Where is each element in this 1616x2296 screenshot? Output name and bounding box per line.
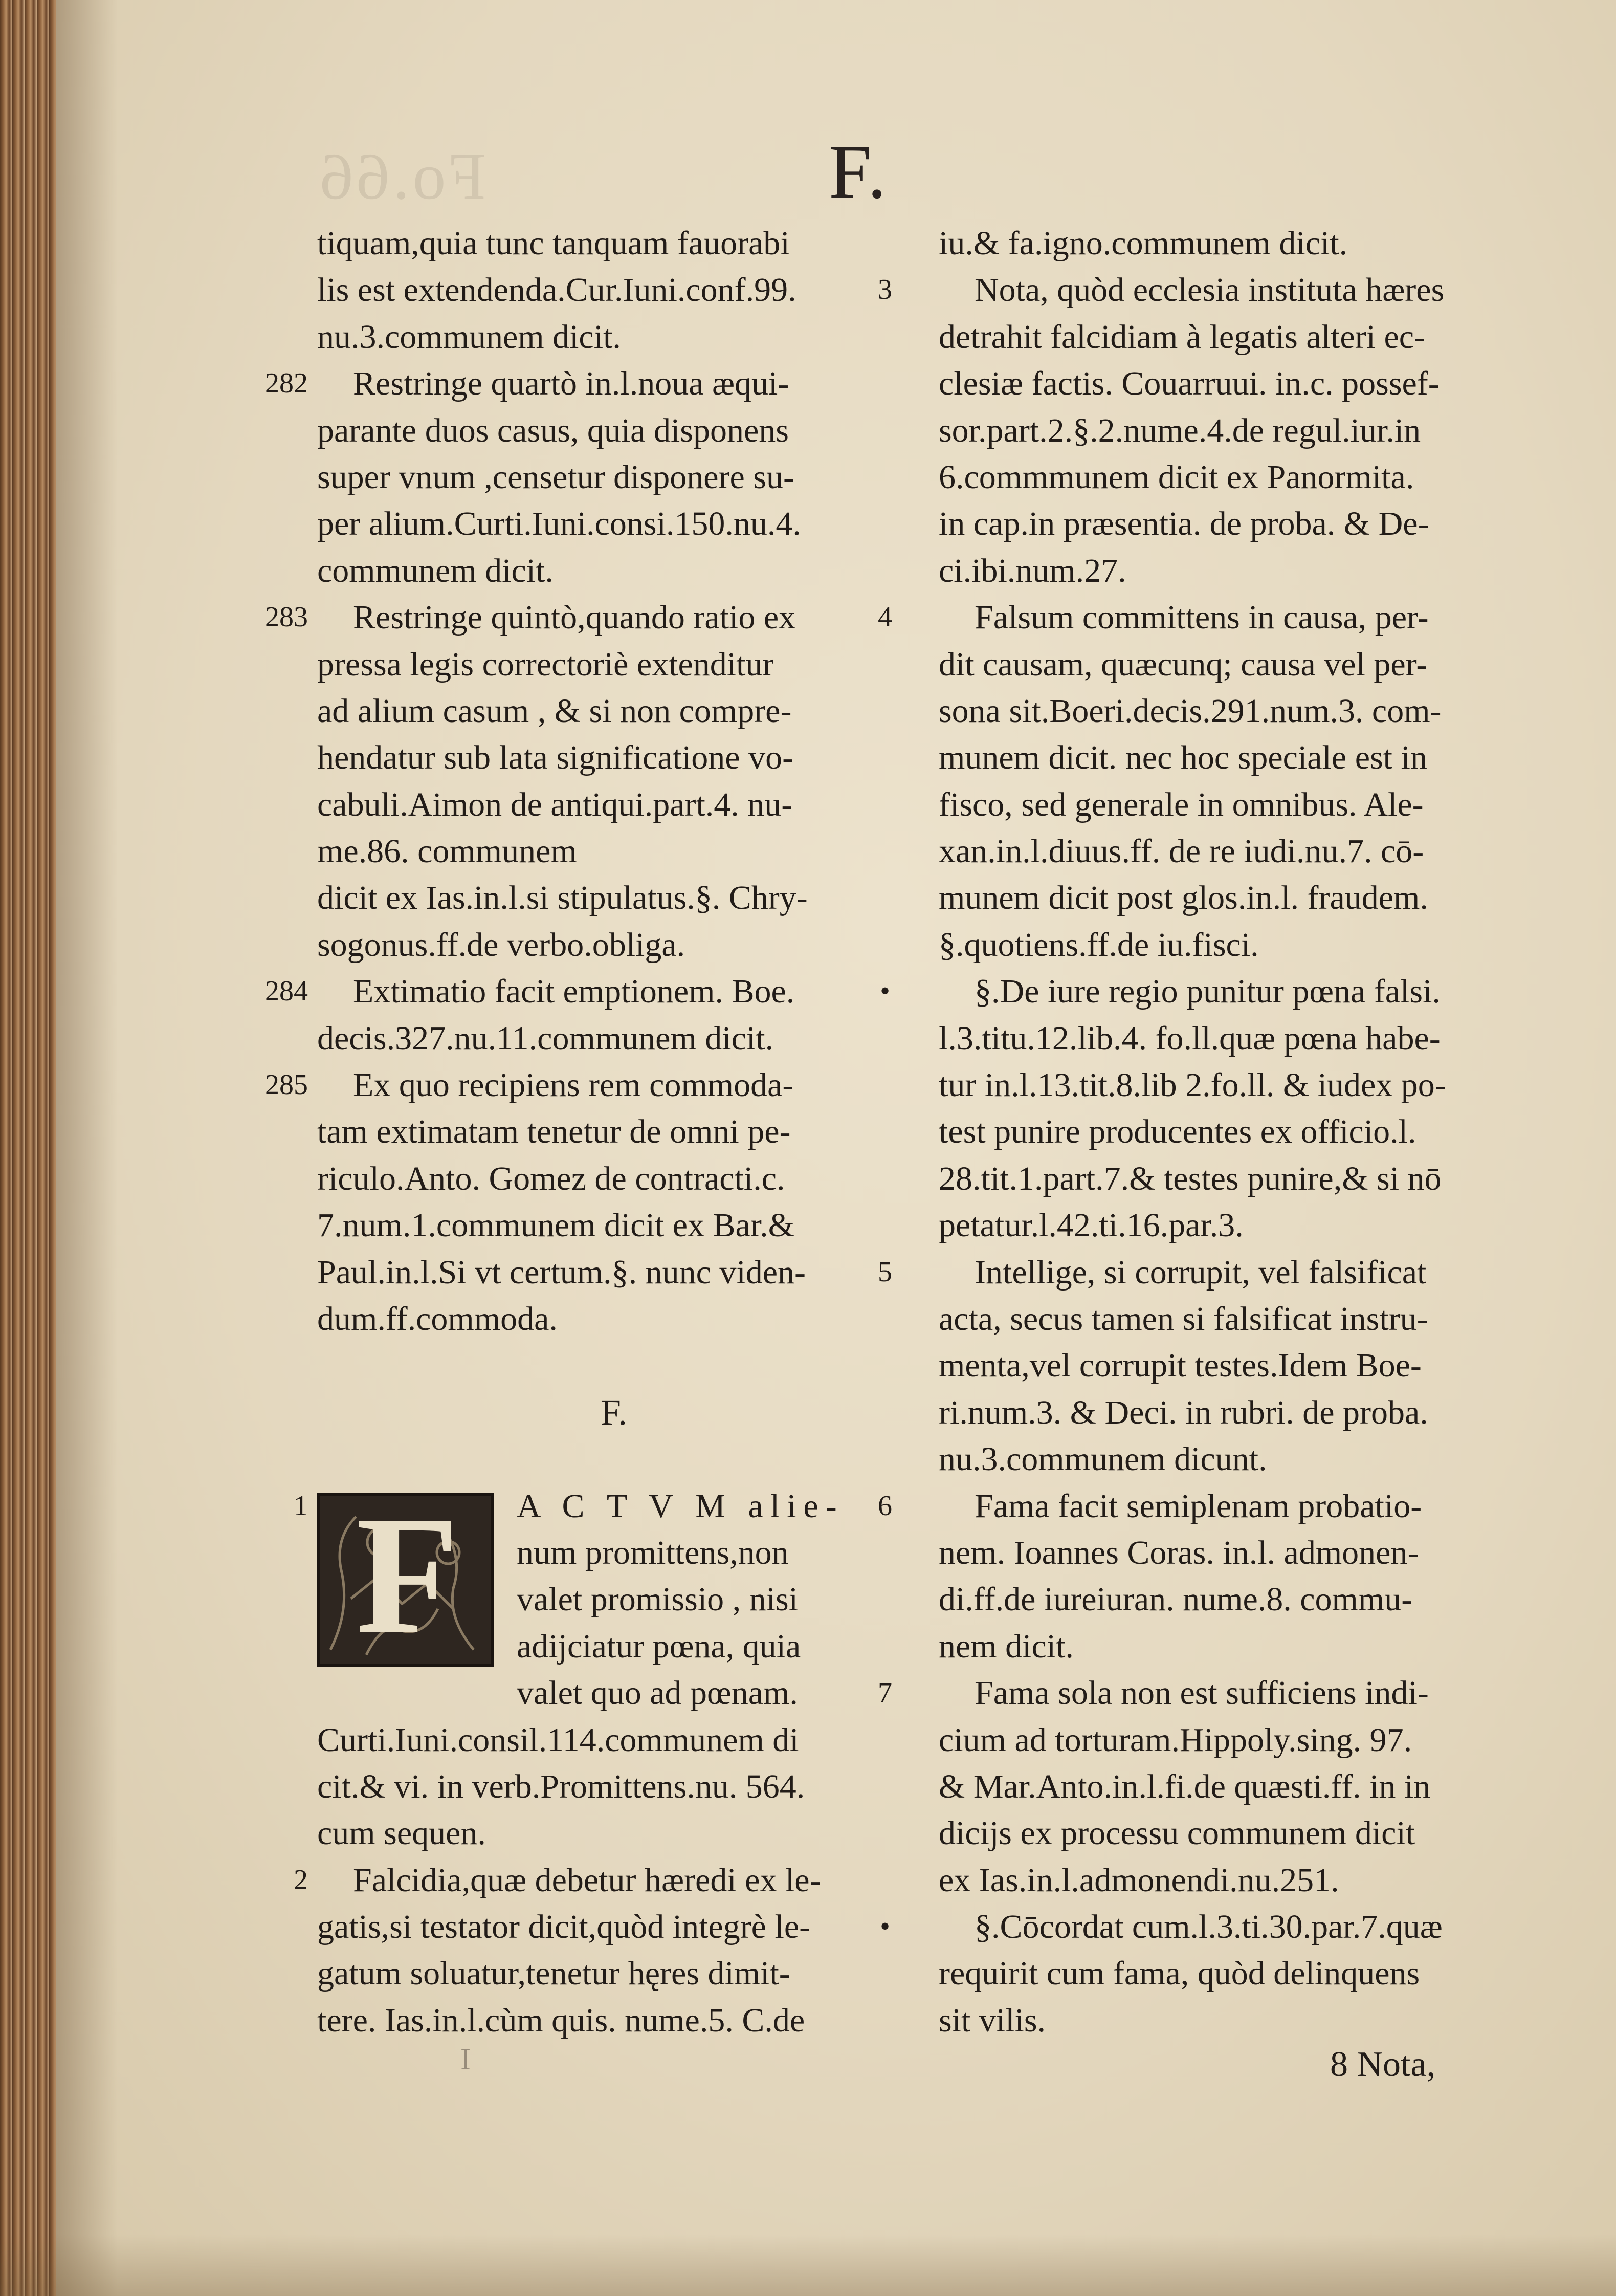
line-text: valet promissio , nisi bbox=[517, 1581, 798, 1619]
text-line bbox=[317, 314, 911, 360]
line-text: ci.ibi.num.27. bbox=[939, 552, 1126, 589]
marginal-number: • bbox=[880, 1911, 890, 1943]
marginal-number: 7 bbox=[878, 1677, 892, 1709]
signature-mark: I bbox=[460, 2042, 471, 2076]
line-text: menta,vel corrupit testes.Idem Boe- bbox=[939, 1347, 1422, 1385]
line-text: per alium.Curti.Iuni.consi.150.nu.4. bbox=[317, 505, 801, 543]
line-text: acta, secus tamen si falsificat instru- bbox=[939, 1300, 1428, 1338]
marginal-number: 3 bbox=[878, 274, 892, 306]
line-text: nu.3.communem dicit. bbox=[317, 318, 621, 356]
line-text: 28.tit.1.part.7.& testes punire,& si nō bbox=[939, 1160, 1442, 1197]
text-line bbox=[317, 1717, 911, 1763]
line-text: dit causam, quæcunq; causa vel per- bbox=[939, 645, 1428, 683]
line-text: super vnum ,censetur disponere su- bbox=[317, 458, 794, 496]
left-column bbox=[265, 220, 911, 2044]
line-text: gatis,si testator dicit,quòd integrè le- bbox=[317, 1908, 811, 1946]
text-line bbox=[880, 968, 1532, 1015]
text-line bbox=[939, 1529, 1532, 1576]
line-text: xan.in.l.diuus.ff. de re iudi.nu.7. cō- bbox=[939, 833, 1424, 870]
text-line bbox=[939, 828, 1532, 874]
text-line bbox=[939, 454, 1532, 500]
line-text: Fama facit semiplenam probatio- bbox=[975, 1487, 1422, 1525]
line-text: iu.& fa.igno.communem dicit. bbox=[939, 225, 1348, 262]
text-line bbox=[317, 1249, 911, 1296]
text-line bbox=[317, 1763, 911, 1810]
text-line bbox=[939, 548, 1532, 594]
text-line bbox=[939, 1576, 1532, 1623]
text-line bbox=[939, 1717, 1532, 1763]
line-text: & Mar.Anto.in.l.fi.de quæsti.ff. in in bbox=[939, 1767, 1431, 1805]
line-text: Falcidia,quæ debetur hæredi ex le- bbox=[353, 1861, 821, 1899]
text-line bbox=[317, 267, 911, 313]
line-text: ex Ias.in.l.admonendi.nu.251. bbox=[939, 1861, 1339, 1899]
text-line bbox=[939, 1810, 1532, 1856]
line-text: petatur.l.42.ti.16.par.3. bbox=[939, 1207, 1244, 1244]
text-line bbox=[939, 641, 1532, 688]
text-line bbox=[317, 454, 911, 500]
line-text: test punire producentes ex officio.l. bbox=[939, 1113, 1416, 1151]
line-text: Restringe quintò,quando ratio ex bbox=[353, 599, 796, 637]
text-line bbox=[878, 1483, 1532, 1529]
line-text: gatum soluatur,tenetur hęres dimit- bbox=[317, 1955, 790, 1993]
line-text: communem dicit. bbox=[317, 552, 554, 589]
line-text: sor.part.2.§.2.nume.4.de regul.iur.in bbox=[939, 411, 1421, 449]
line-text: Falsum committens in causa, per- bbox=[975, 599, 1429, 637]
line-text: decis.327.nu.11.communem dicit. bbox=[317, 1019, 774, 1057]
text-line bbox=[878, 1249, 1532, 1296]
text-line bbox=[939, 688, 1532, 734]
line-text: dicijs ex processu communem dicit bbox=[939, 1814, 1415, 1852]
line-text: F. bbox=[600, 1391, 628, 1433]
line-text: clesiæ factis. Couarruui. in.c. possef- bbox=[939, 365, 1440, 403]
line-text: §.quotiens.ff.de iu.fisci. bbox=[939, 926, 1259, 964]
line-text: l.3.titu.12.lib.4. fo.ll.quæ pœna habe- bbox=[939, 1019, 1441, 1057]
text-line bbox=[939, 360, 1532, 407]
text-line bbox=[317, 1389, 911, 1436]
line-text: dum.ff.commoda. bbox=[317, 1300, 558, 1338]
marginal-number: 285 bbox=[265, 1069, 308, 1101]
text-line bbox=[317, 1670, 911, 1716]
text-line bbox=[317, 1202, 911, 1249]
text-line bbox=[939, 1062, 1532, 1108]
line-text: Intellige, si corrupit, vel falsificat bbox=[975, 1253, 1427, 1291]
text-line bbox=[939, 1950, 1532, 1997]
page-bottom-shadow bbox=[0, 2235, 1616, 2296]
text-line bbox=[939, 1763, 1532, 1810]
line-text: Restringe quartò in.l.noua æqui- bbox=[353, 365, 789, 403]
text-line bbox=[939, 1389, 1532, 1436]
line-text: cum sequen. bbox=[317, 1814, 486, 1852]
line-text: Ex quo recipiens rem commoda- bbox=[353, 1066, 794, 1104]
line-text: §.De iure regio punitur pœna falsi. bbox=[975, 973, 1441, 1011]
line-text: dicit ex Ias.in.l.si stipulatus.§. Chry- bbox=[317, 879, 808, 917]
line-text: parante duos casus, quia disponens bbox=[317, 411, 789, 449]
line-text: sogonus.ff.de verbo.obliga. bbox=[317, 926, 685, 964]
bleed-through-folio: Fo.66 bbox=[317, 140, 486, 213]
line-text: nu.3.communem dicunt. bbox=[939, 1440, 1267, 1478]
line-text: tere. Ias.in.l.cùm quis. nume.5. C.de bbox=[317, 2001, 805, 2039]
text-line bbox=[265, 968, 911, 1015]
text-line bbox=[939, 314, 1532, 360]
line-text: 6.commmunem dicit ex Panormita. bbox=[939, 458, 1414, 496]
text-line bbox=[939, 1155, 1532, 1202]
line-text: munem dicit post glos.in.l. fraudem. bbox=[939, 879, 1428, 917]
text-line bbox=[939, 734, 1532, 781]
text-line bbox=[317, 1436, 911, 1482]
text-line bbox=[317, 1810, 911, 1856]
text-line bbox=[939, 874, 1532, 921]
text-line bbox=[317, 220, 911, 267]
line-text: di.ff.de iureiuran. nume.8. commu- bbox=[939, 1581, 1413, 1619]
line-text: nem. Ioannes Coras. in.l. admonen- bbox=[939, 1534, 1419, 1571]
line-text: me.86. communem bbox=[317, 833, 577, 870]
text-line bbox=[317, 828, 911, 874]
running-head-letter: F. bbox=[829, 129, 889, 214]
marginal-number: 4 bbox=[878, 601, 892, 633]
text-line bbox=[939, 220, 1532, 267]
line-text: lis est extendenda.Cur.Iuni.conf.99. bbox=[317, 271, 796, 309]
line-text: fisco, sed generale in omnibus. Ale- bbox=[939, 785, 1424, 823]
line-text: tam extimatam tenetur de omni pe- bbox=[317, 1113, 791, 1151]
marginal-number: 2 bbox=[294, 1864, 308, 1896]
line-text: riculo.Anto. Gomez de contracti.c. bbox=[317, 1160, 785, 1197]
text-line bbox=[939, 1108, 1532, 1155]
line-text: requirit cum fama, quòd delinquens bbox=[939, 1955, 1420, 1993]
line-text: 7.num.1.communem dicit ex Bar.& bbox=[317, 1207, 795, 1244]
text-line bbox=[939, 407, 1532, 454]
text-line bbox=[939, 1202, 1532, 1249]
line-text: in cap.in præsentia. de proba. & De- bbox=[939, 505, 1429, 543]
text-line bbox=[317, 1529, 911, 1576]
line-text: nem dicit. bbox=[939, 1627, 1074, 1665]
text-line bbox=[878, 594, 1532, 641]
line-text: Fama sola non est sufficiens indi- bbox=[975, 1674, 1429, 1712]
text-line bbox=[939, 500, 1532, 547]
line-text: Nota, quòd ecclesia instituta hæres bbox=[975, 271, 1445, 309]
text-line bbox=[317, 734, 911, 781]
line-text: num promittens,non bbox=[517, 1534, 789, 1571]
line-text: cabuli.Aimon de antiqui.part.4. nu- bbox=[317, 785, 793, 823]
marginal-number: 6 bbox=[878, 1490, 892, 1522]
text-line bbox=[265, 360, 911, 407]
right-column bbox=[878, 220, 1532, 2044]
initial-letter: F bbox=[356, 1481, 459, 1669]
line-text: Paul.in.l.Si vt certum.§. nunc viden- bbox=[317, 1253, 806, 1291]
line-text: ri.num.3. & Deci. in rubri. de proba. bbox=[939, 1393, 1428, 1431]
marginal-number: 1 bbox=[294, 1490, 308, 1522]
text-line bbox=[939, 781, 1532, 828]
line-text: detrahit falcidiam à legatis alteri ec- bbox=[939, 318, 1426, 356]
text-line bbox=[317, 1904, 911, 1950]
text-line bbox=[939, 1857, 1532, 1904]
line-text: munem dicit. nec hoc speciale est in bbox=[939, 739, 1427, 777]
text-line bbox=[939, 922, 1532, 968]
line-text: cit.& vi. in verb.Promittens.nu. 564. bbox=[317, 1767, 805, 1805]
text-line bbox=[939, 1296, 1532, 1342]
text-line bbox=[317, 548, 911, 594]
line-text: pressa legis correctoriè extenditur bbox=[317, 645, 774, 683]
text-line bbox=[317, 1296, 911, 1342]
line-text: sona sit.Boeri.decis.291.num.3. com- bbox=[939, 692, 1442, 730]
text-line bbox=[939, 1623, 1532, 1670]
text-line bbox=[317, 500, 911, 547]
text-line bbox=[265, 1062, 911, 1108]
text-line bbox=[294, 1857, 911, 1904]
text-line bbox=[317, 1108, 911, 1155]
line-text: valet quo ad pœnam. bbox=[517, 1674, 798, 1712]
line-text: sit vilis. bbox=[939, 2001, 1046, 2039]
marginal-number: 282 bbox=[265, 367, 308, 400]
catchword: 8 Nota, bbox=[1330, 2045, 1436, 2084]
marginal-number: 5 bbox=[878, 1256, 892, 1288]
text-line bbox=[939, 1997, 1532, 2044]
book-gutter bbox=[0, 0, 56, 2296]
text-line bbox=[317, 1342, 911, 1389]
text-line bbox=[878, 1670, 1532, 1716]
text-line bbox=[939, 1436, 1532, 1482]
line-text: tiquam,quia tunc tanquam fauorabi bbox=[317, 225, 790, 262]
text-line bbox=[317, 1155, 911, 1202]
gutter-shadow bbox=[56, 0, 118, 2296]
text-line bbox=[939, 1342, 1532, 1389]
text-line bbox=[317, 407, 911, 454]
text-line bbox=[317, 1950, 911, 1997]
line-text: A C T V M alie- bbox=[517, 1487, 844, 1525]
text-line bbox=[317, 1997, 911, 2044]
text-line bbox=[317, 1576, 911, 1623]
line-text: tur in.l.13.tit.8.lib 2.fo.ll. & iudex po- bbox=[939, 1066, 1446, 1104]
marginal-number: 283 bbox=[265, 601, 308, 633]
text-line bbox=[317, 781, 911, 828]
text-line bbox=[265, 594, 911, 641]
line-text: Curti.Iuni.consil.114.communem di bbox=[317, 1721, 799, 1759]
text-line bbox=[880, 1904, 1532, 1950]
text-line bbox=[878, 267, 1532, 313]
text-line bbox=[317, 1623, 911, 1670]
text-line bbox=[939, 1015, 1532, 1062]
line-text: cium ad torturam.Hippoly.sing. 97. bbox=[939, 1721, 1412, 1759]
line-text: Extimatio facit emptionem. Boe. bbox=[353, 973, 795, 1011]
text-line bbox=[317, 641, 911, 688]
line-text: adijciatur pœna, quia bbox=[517, 1627, 801, 1665]
text-line bbox=[317, 922, 911, 968]
text-line bbox=[317, 874, 911, 921]
marginal-number: 284 bbox=[265, 975, 308, 1008]
text-line bbox=[317, 1015, 911, 1062]
line-text: §.Cōcordat cum.l.3.ti.30.par.7.quæ bbox=[975, 1908, 1443, 1946]
line-text: hendatur sub lata significatione vo- bbox=[317, 739, 794, 777]
marginal-number: • bbox=[880, 975, 890, 1008]
text-line bbox=[317, 688, 911, 734]
line-text: ad alium casum , & si non compre- bbox=[317, 692, 792, 730]
